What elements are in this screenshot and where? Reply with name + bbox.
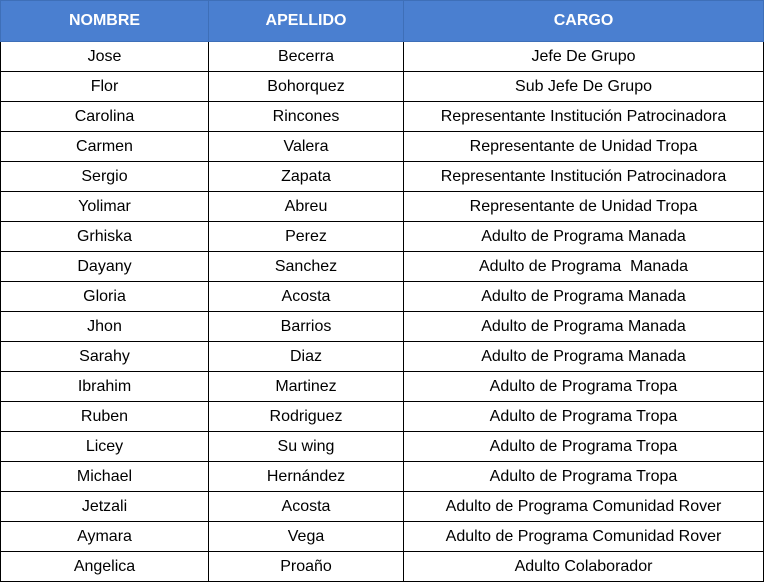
table-row	[1, 462, 764, 492]
cell-apellido: Diaz	[209, 342, 404, 372]
cell-nombre: Carolina	[1, 102, 209, 132]
cell-apellido: Bohorquez	[209, 72, 404, 102]
cell-apellido: Su wing	[209, 432, 404, 462]
cell-cargo: Representante Institución Patrocinadora	[404, 102, 764, 132]
cell-nombre: Angelica	[1, 552, 209, 582]
cell-cargo: Adulto de Programa Comunidad Rover	[404, 492, 764, 522]
cell-cargo: Adulto de Programa Tropa	[404, 372, 764, 402]
table-row	[1, 402, 764, 432]
header-row	[1, 1, 764, 42]
cell-apellido: Hernández	[209, 462, 404, 492]
roster-body	[1, 42, 764, 582]
cell-apellido: Proaño	[209, 552, 404, 582]
table-row	[1, 552, 764, 582]
cell-cargo: Jefe De Grupo	[404, 42, 764, 72]
cell-nombre: Flor	[1, 72, 209, 102]
table-row	[1, 162, 764, 192]
cell-nombre: Licey	[1, 432, 209, 462]
cell-cargo: Representante de Unidad Tropa	[404, 132, 764, 162]
table-row	[1, 282, 764, 312]
cell-cargo: Adulto Colaborador	[404, 552, 764, 582]
table-row	[1, 102, 764, 132]
cell-nombre: Jose	[1, 42, 209, 72]
cell-cargo: Adulto de Programa Manada	[404, 282, 764, 312]
cell-apellido: Becerra	[209, 42, 404, 72]
table-row	[1, 42, 764, 72]
cell-cargo: Sub Jefe De Grupo	[404, 72, 764, 102]
cell-nombre: Gloria	[1, 282, 209, 312]
cell-nombre: Dayany	[1, 252, 209, 282]
table-row	[1, 252, 764, 282]
cell-cargo: Adulto de Programa Manada	[404, 312, 764, 342]
cell-nombre: Sarahy	[1, 342, 209, 372]
table-row	[1, 72, 764, 102]
header-cargo: CARGO	[404, 1, 764, 42]
cell-apellido: Abreu	[209, 192, 404, 222]
cell-apellido: Rodriguez	[209, 402, 404, 432]
cell-nombre: Ruben	[1, 402, 209, 432]
header-apellido: APELLIDO	[209, 1, 404, 42]
cell-apellido: Acosta	[209, 492, 404, 522]
cell-apellido: Zapata	[209, 162, 404, 192]
cell-cargo: Adulto de Programa Manada	[404, 222, 764, 252]
cell-apellido: Martinez	[209, 372, 404, 402]
table-row	[1, 432, 764, 462]
cell-cargo: Adulto de Programa Tropa	[404, 402, 764, 432]
cell-apellido: Barrios	[209, 312, 404, 342]
cell-apellido: Acosta	[209, 282, 404, 312]
cell-apellido: Valera	[209, 132, 404, 162]
table-row	[1, 372, 764, 402]
table-row	[1, 492, 764, 522]
table-row	[1, 522, 764, 552]
cell-apellido: Perez	[209, 222, 404, 252]
table-row	[1, 222, 764, 252]
cell-cargo: Adulto de Programa Manada	[404, 252, 764, 282]
cell-cargo: Adulto de Programa Comunidad Rover	[404, 522, 764, 552]
cell-apellido: Sanchez	[209, 252, 404, 282]
table-row	[1, 342, 764, 372]
cell-nombre: Ibrahim	[1, 372, 209, 402]
table-row	[1, 312, 764, 342]
cell-nombre: Jhon	[1, 312, 209, 342]
cell-nombre: Jetzali	[1, 492, 209, 522]
header-nombre: NOMBRE	[1, 1, 209, 42]
cell-apellido: Rincones	[209, 102, 404, 132]
cell-nombre: Aymara	[1, 522, 209, 552]
cell-cargo: Adulto de Programa Tropa	[404, 432, 764, 462]
cell-apellido: Vega	[209, 522, 404, 552]
table-row	[1, 132, 764, 162]
cell-cargo: Representante de Unidad Tropa	[404, 192, 764, 222]
cell-nombre: Yolimar	[1, 192, 209, 222]
cell-cargo: Adulto de Programa Manada	[404, 342, 764, 372]
cell-nombre: Grhiska	[1, 222, 209, 252]
cell-nombre: Carmen	[1, 132, 209, 162]
table-row	[1, 192, 764, 222]
cell-cargo: Adulto de Programa Tropa	[404, 462, 764, 492]
cell-cargo: Representante Institución Patrocinadora	[404, 162, 764, 192]
cell-nombre: Sergio	[1, 162, 209, 192]
cell-nombre: Michael	[1, 462, 209, 492]
